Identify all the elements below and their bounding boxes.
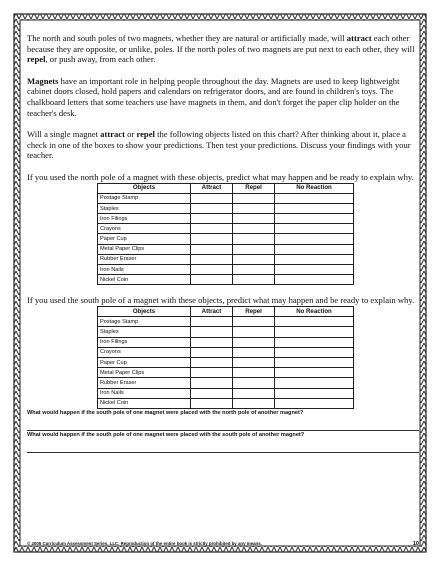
no-reaction-checkbox[interactable] (275, 244, 354, 254)
north-pole-table (97, 183, 354, 286)
table-row (98, 254, 354, 264)
no-reaction-checkbox[interactable] (275, 398, 354, 408)
copyright-text: © 2005 Curriculum Assessment Series, LLC. Reproduction of the entire book is strictly prohibited by any means. (27, 541, 262, 546)
attract-checkbox[interactable] (191, 398, 233, 408)
repel-checkbox[interactable] (233, 234, 275, 244)
instructions-paragraph: Will a single magnet attract or repel the following objects listed on this chart? After thinking about it, place a check in one of the boxes to show your predictions. Then test your predictions. Discuss your findings with your teacher. (27, 129, 411, 161)
repel-checkbox[interactable] (233, 265, 275, 275)
page-frame (13, 13, 427, 553)
object-label: Nickel Coin (98, 275, 191, 285)
no-reaction-checkbox[interactable] (275, 347, 354, 357)
object-label: Postage Stamp (98, 317, 191, 327)
object-label: Staples (98, 203, 191, 213)
object-label: Rubber Eraser (98, 378, 191, 388)
no-reaction-checkbox[interactable] (275, 378, 354, 388)
repel-checkbox[interactable] (233, 224, 275, 234)
table-row (98, 317, 354, 327)
header-no-reaction: No Reaction (275, 183, 354, 193)
table-row (98, 337, 354, 347)
attract-checkbox[interactable] (191, 357, 233, 367)
no-reaction-checkbox[interactable] (275, 337, 354, 347)
attract-checkbox[interactable] (191, 275, 233, 285)
table-row (98, 398, 354, 408)
attract-checkbox[interactable] (191, 337, 233, 347)
table-row (98, 203, 354, 213)
attract-checkbox[interactable] (191, 214, 233, 224)
repel-checkbox[interactable] (233, 357, 275, 367)
attract-checkbox[interactable] (191, 265, 233, 275)
table-row (98, 234, 354, 244)
repel-checkbox[interactable] (233, 254, 275, 264)
object-label: Paper Cup (98, 234, 191, 244)
south-pole-prompt: If you used the south pole of a magnet with these objects, predict what may happen and be ready to explain why. (27, 295, 415, 306)
table-row (98, 193, 354, 203)
repel-checkbox[interactable] (233, 244, 275, 254)
north-pole-prompt: If you used the north pole of a magnet with these objects, predict what may happen and be ready to explain why. (27, 171, 414, 182)
header-no-reaction: No Reaction (275, 307, 354, 317)
no-reaction-checkbox[interactable] (275, 275, 354, 285)
table-row (98, 368, 354, 378)
header-objects: Objects (98, 307, 191, 317)
repel-checkbox[interactable] (233, 337, 275, 347)
page-number: 10 (412, 541, 419, 547)
repel-checkbox[interactable] (233, 317, 275, 327)
table-row (98, 214, 354, 224)
intro-paragraph: The north and south poles of two magnets, whether they are natural or artificially made, will attract each other because they are opposite, or unlike, poles. If the north poles of two magnets are put next to each other, they will repel, or push away, from each other. (27, 33, 415, 65)
no-reaction-checkbox[interactable] (275, 193, 354, 203)
table-row (98, 244, 354, 254)
header-repel: Repel (233, 183, 275, 193)
attract-checkbox[interactable] (191, 244, 233, 254)
attract-checkbox[interactable] (191, 203, 233, 213)
attract-checkbox[interactable] (191, 388, 233, 398)
repel-checkbox[interactable] (233, 378, 275, 388)
header-attract: Attract (191, 183, 233, 193)
question-south-north: What would happen if the south pole of one magnet were placed with the north pole of another magnet? (27, 409, 304, 416)
attract-checkbox[interactable] (191, 234, 233, 244)
header-objects: Objects (98, 183, 191, 193)
magnets-paragraph: Magnets have an important role in helping people throughout the day. Magnets are used to keep lightweight cabinet doors closed, hold papers and calendars on refrigerator doors, and are found in children's toys. The chalkboard letters that some teachers use have magnets in them, and don't forget the paper clip holder on the teacher's desk. (27, 75, 400, 118)
object-label: Crayons (98, 224, 191, 234)
attract-checkbox[interactable] (191, 317, 233, 327)
no-reaction-checkbox[interactable] (275, 327, 354, 337)
no-reaction-checkbox[interactable] (275, 224, 354, 234)
table-row (98, 347, 354, 357)
object-label: Nickel Coin (98, 398, 191, 408)
attract-checkbox[interactable] (191, 254, 233, 264)
object-label: Staples (98, 327, 191, 337)
object-label: Metal Paper Clips (98, 244, 191, 254)
south-pole-table (97, 306, 354, 409)
object-label: Rubber Eraser (98, 254, 191, 264)
no-reaction-checkbox[interactable] (275, 368, 354, 378)
object-label: Iron Nails (98, 265, 191, 275)
repel-checkbox[interactable] (233, 398, 275, 408)
no-reaction-checkbox[interactable] (275, 203, 354, 213)
attract-checkbox[interactable] (191, 224, 233, 234)
repel-checkbox[interactable] (233, 368, 275, 378)
worksheet-content (27, 33, 419, 453)
no-reaction-checkbox[interactable] (275, 388, 354, 398)
table-row (98, 265, 354, 275)
object-label: Iron Nails (98, 388, 191, 398)
repel-checkbox[interactable] (233, 193, 275, 203)
no-reaction-checkbox[interactable] (275, 265, 354, 275)
table-row (98, 275, 354, 285)
object-label: Iron Filings (98, 337, 191, 347)
table-row (98, 327, 354, 337)
object-label: Crayons (98, 347, 191, 357)
header-attract: Attract (191, 307, 233, 317)
repel-checkbox[interactable] (233, 275, 275, 285)
attract-checkbox[interactable] (191, 368, 233, 378)
no-reaction-checkbox[interactable] (275, 234, 354, 244)
repel-checkbox[interactable] (233, 327, 275, 337)
table-row (98, 388, 354, 398)
answer-line-2[interactable] (27, 440, 419, 453)
repel-checkbox[interactable] (233, 347, 275, 357)
attract-checkbox[interactable] (191, 378, 233, 388)
page-footer (27, 541, 419, 546)
object-label: Paper Cup (98, 357, 191, 367)
no-reaction-checkbox[interactable] (275, 357, 354, 367)
attract-checkbox[interactable] (191, 193, 233, 203)
no-reaction-checkbox[interactable] (275, 254, 354, 264)
no-reaction-checkbox[interactable] (275, 317, 354, 327)
repel-checkbox[interactable] (233, 203, 275, 213)
object-label: Metal Paper Clips (98, 368, 191, 378)
table-row (98, 378, 354, 388)
object-label: Postage Stamp (98, 193, 191, 203)
table-row (98, 357, 354, 367)
attract-checkbox[interactable] (191, 347, 233, 357)
object-label: Iron Filings (98, 214, 191, 224)
question-south-south: What would happen if the south pole of one magnet were placed with the south pole of another magnet? (27, 431, 305, 438)
table-row (98, 224, 354, 234)
attract-checkbox[interactable] (191, 327, 233, 337)
repel-checkbox[interactable] (233, 214, 275, 224)
no-reaction-checkbox[interactable] (275, 214, 354, 224)
answer-line-1[interactable] (27, 418, 419, 431)
header-repel: Repel (233, 307, 275, 317)
repel-checkbox[interactable] (233, 388, 275, 398)
